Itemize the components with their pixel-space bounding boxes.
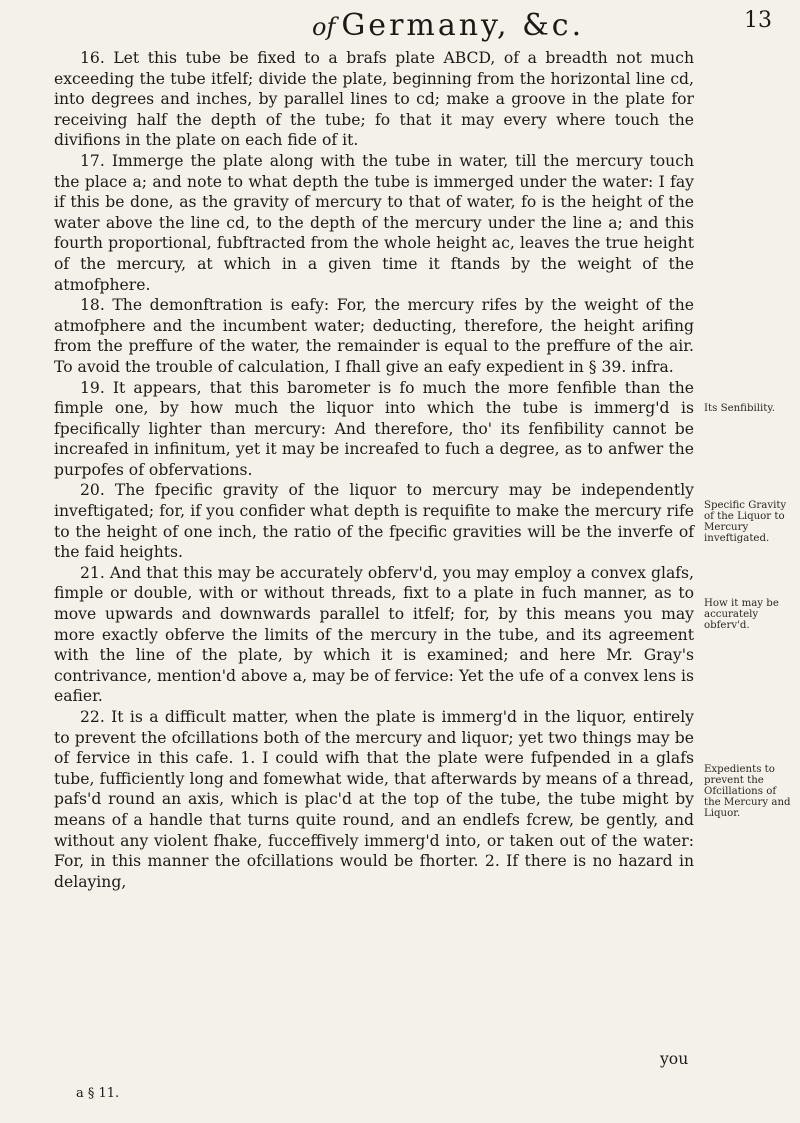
margin-note-observed: How it may be accurately obferv'd.: [704, 598, 779, 631]
paragraph-16: 16. Let this tube be fixed to a brafs plate ABCD, of a breadth not much exceeding the tube itfelf; divide the plate, beginning from the horizontal line cd, into degrees and inches, by parallel lines to cd; make a groove in the plate for receiving half the depth of the tube; fo that it may every where touch the divifions in the plate on each fide of it.: [54, 49, 694, 150]
paragraph-22: 22. It is a difficult matter, when the plate is immerg'd in the liquor, entirely to prevent the ofcillations both of the mercury and liquor; yet two things may be of fervice in this cafe. 1. I could wifh that the plate were fufpended in a glafs tube, fufficiently long and fomewhat wide, that afterwards by means of a thread, pafs'd round an axis, which is plac'd at the top of the tube, the tube might by means of a handle that turns quite round, and an endlefs fcrew, be gently, and without any violent fhake, fucceffively immerg'd into, or taken out of the water: For, in this manner the ofcillations would be fhorter. 2. If there is no hazard in delaying,: [54, 708, 694, 891]
page-number: 13: [744, 8, 772, 33]
running-title-text: Germany, &c.: [341, 8, 585, 43]
paragraph-19: 19. It appears, that this barometer is fo much the more fenfible than the fimple one, by how much the liquor into which the tube is immerg'd is fpecifically lighter than mercury: And therefore, tho' its fenfibility cannot be increafed in infinitum, yet it may be increafed to fuch a degree, as to anfwer the purpofes of obfervations.: [54, 378, 694, 479]
paragraph-20: 20. The fpecific gravity of the liquor to mercury may be independently inveftigated; for, if you confider what depth is requifite to make the mercury rife to the height of one inch, the ratio of the fpecific gravities will be the inverfe of the faid heights.: [54, 481, 694, 562]
paragraph-18: 18. The demonftration is eafy: For, the mercury rifes by the weight of the atmofphere and the incumbent water; deducting, therefore, the height arifing from the preffure of the water, the remainder is equal to the preffure of the air. To avoid the trouble of calculation, I fhall give an eafy expedient in § 39. infra.: [54, 296, 694, 376]
running-header: [0, 6, 800, 46]
margin-note-oscillations: Expedients to prevent the Ofcillations of the Mercury and Liquor.: [704, 764, 791, 819]
body-text: [54, 48, 694, 892]
paragraph-17: 17. Immerge the plate along with the tube in water, till the mercury touch the place a; and note to what depth the tube is immerged under the water: I fay if this be done, as the gravity of mercury to that of water, fo is the height of the water above the line cd, to the depth of the mercury under the line a; and this fourth proportional, fubftracted from the whole height ac, leaves the true height of the mercury, at which in a given time it ftands by the weight of the atmofphere.: [54, 151, 694, 294]
running-title-of: of: [312, 13, 336, 41]
running-title: [312, 8, 584, 43]
margin-note-sensibility: Its Senfibility.: [704, 403, 775, 414]
footnote: a § 11.: [76, 1086, 120, 1101]
paragraph-21: 21. And that this may be accurately obferv'd, you may employ a convex glafs, fimple or double, with or without threads, fixt to a plate in fuch manner, as to move upwards and downwards parallel to itfelf; for, by this means you may more exactly obferve the limits of the mercury in the tube, and its agreement with the line of the plate, by which it is examined; and here Mr. Gray's contrivance, mention'd above a, may be of fervice: Yet the ufe of a convex lens is eafier.: [54, 563, 694, 706]
catchword: you: [660, 1050, 689, 1068]
margin-note-specific-gravity: Specific Gravity of the Liquor to Mercury inveftigated.: [704, 500, 787, 544]
